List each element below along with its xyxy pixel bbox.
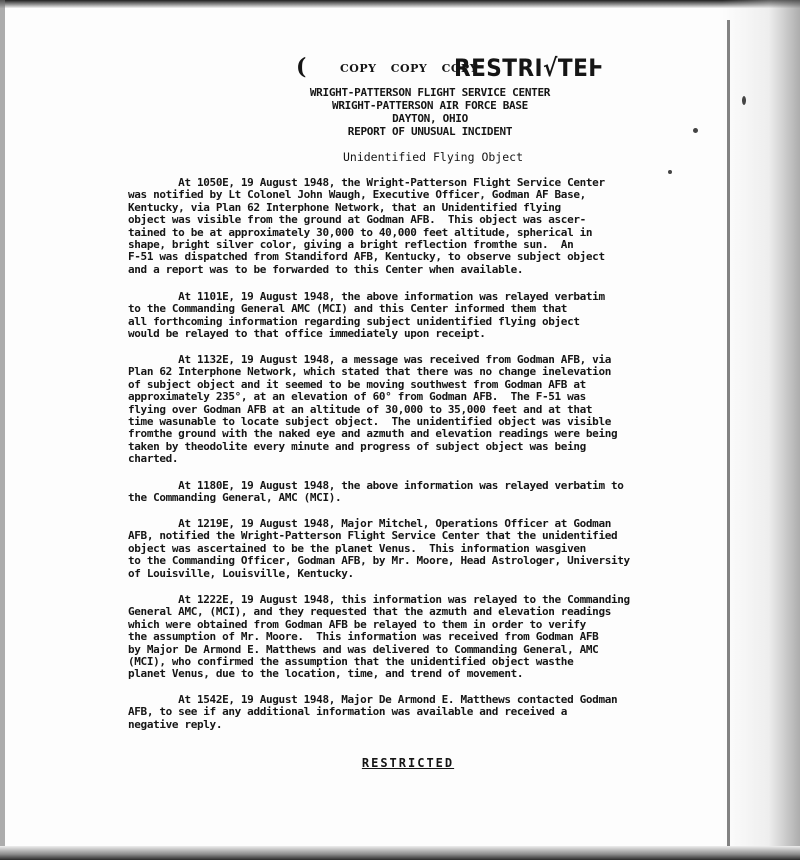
paragraph-1050: At 1050E, 19 August 1948, the Wright-Patterson Flight Service Center was notified by Lt Colonel John Waugh, Executive Officer, Godman AF Base, Kentucky, via Plan 62 Interphone Network, that an Unidentified flying object was visible from the ground at Godman AFB. This object was ascer- tained to be at approximately 30,000 to 40,000 feet altitude, spherical in shape, bright silver color, giving a bright reflection fromthe sun. An F-51 was dispatched from Standiford AFB, Kentucky, to observe subject object and a report was to be forwarded to this Center when available. — [128, 176, 605, 276]
classification-footer: RESTRICTED — [361, 756, 455, 770]
org-location: DAYTON, OHIO — [392, 112, 468, 125]
paragraph-1132: At 1132E, 19 August 1948, a message was received from Godman AFB, via Plan 62 Interphone Network, which stated that there was no change inelevation of subject object and it seemed to be moving southwest from Godman AFB at approximately 235°, at an elevation of 60° from Godman AFB. The F-51 was flying over Godman AFB at an altitude of 30,000 to 35,000 feet and at that time wasunable to locate subject object. The unidentified object was visible fromthe ground with the naked eye and azmuth and elevation readings were being taken by theodolite every minute and progress of subject object was being charted. — [128, 353, 618, 466]
paragraph-1219: At 1219E, 19 August 1948, Major Mitchel, Operations Officer at Godman AFB, notified the Wright-Patterson Flight Service Center that the unidentified object was ascertained to be the planet Venus. This information wasgiven to the Commanding Officer, Godman AFB, by Mr. Moore, Head Astrologer, University of Louisville, Louisville, Kentucky. — [128, 517, 630, 580]
report-subject: Unidentified Flying Object — [342, 150, 523, 164]
paragraph-1180: At 1180E, 19 August 1948, the above information was relayed verbatim to the Commanding General, AMC (MCI). — [128, 479, 624, 505]
paragraph-1222: At 1222E, 19 August 1948, this information was relayed to the Commanding General AMC, (MCI), and they requested that the azmuth and elevation readings which were obtained from Godman AFB be relayed to them in order to verify the assumption of Mr. Moore. This information was received from Godman AFB by Major De Armond E. Matthews and was delivered to Commanding General, AMC (MCI), who confirmed the assumption that the unidentified object wasthe planet Venus, due to the location, time, and trend of movement. — [128, 593, 630, 681]
paragraph-1101: At 1101E, 19 August 1948, the above information was relayed verbatim to the Commanding General AMC (MCI) and this Center informed them that all forthcoming information regarding subject unidentified flying object would be relayed to that office immediately upon receipt. — [128, 290, 605, 341]
scan-edge-bottom — [0, 846, 800, 860]
scan-edge-top — [0, 0, 800, 8]
paragraph-1542: At 1542E, 19 August 1948, Major De Armond E. Matthews contacted Godman AFB, to see if any additional information was available and received a negative reply. — [128, 693, 618, 731]
scan-speck — [668, 170, 672, 174]
classification-stamp: RESTRI√TEⱵ — [454, 54, 604, 82]
org-center-name: WRIGHT-PATTERSON FLIGHT SERVICE CENTER — [309, 86, 551, 99]
scan-edge-line — [727, 20, 730, 850]
copy-marks: COPY COPY COPY — [340, 62, 479, 75]
bracket-mark: ( — [296, 54, 307, 80]
org-base-name: WRIGHT-PATTERSON AIR FORCE BASE — [332, 99, 528, 112]
report-title: REPORT OF UNUSUAL INCIDENT — [347, 125, 513, 138]
